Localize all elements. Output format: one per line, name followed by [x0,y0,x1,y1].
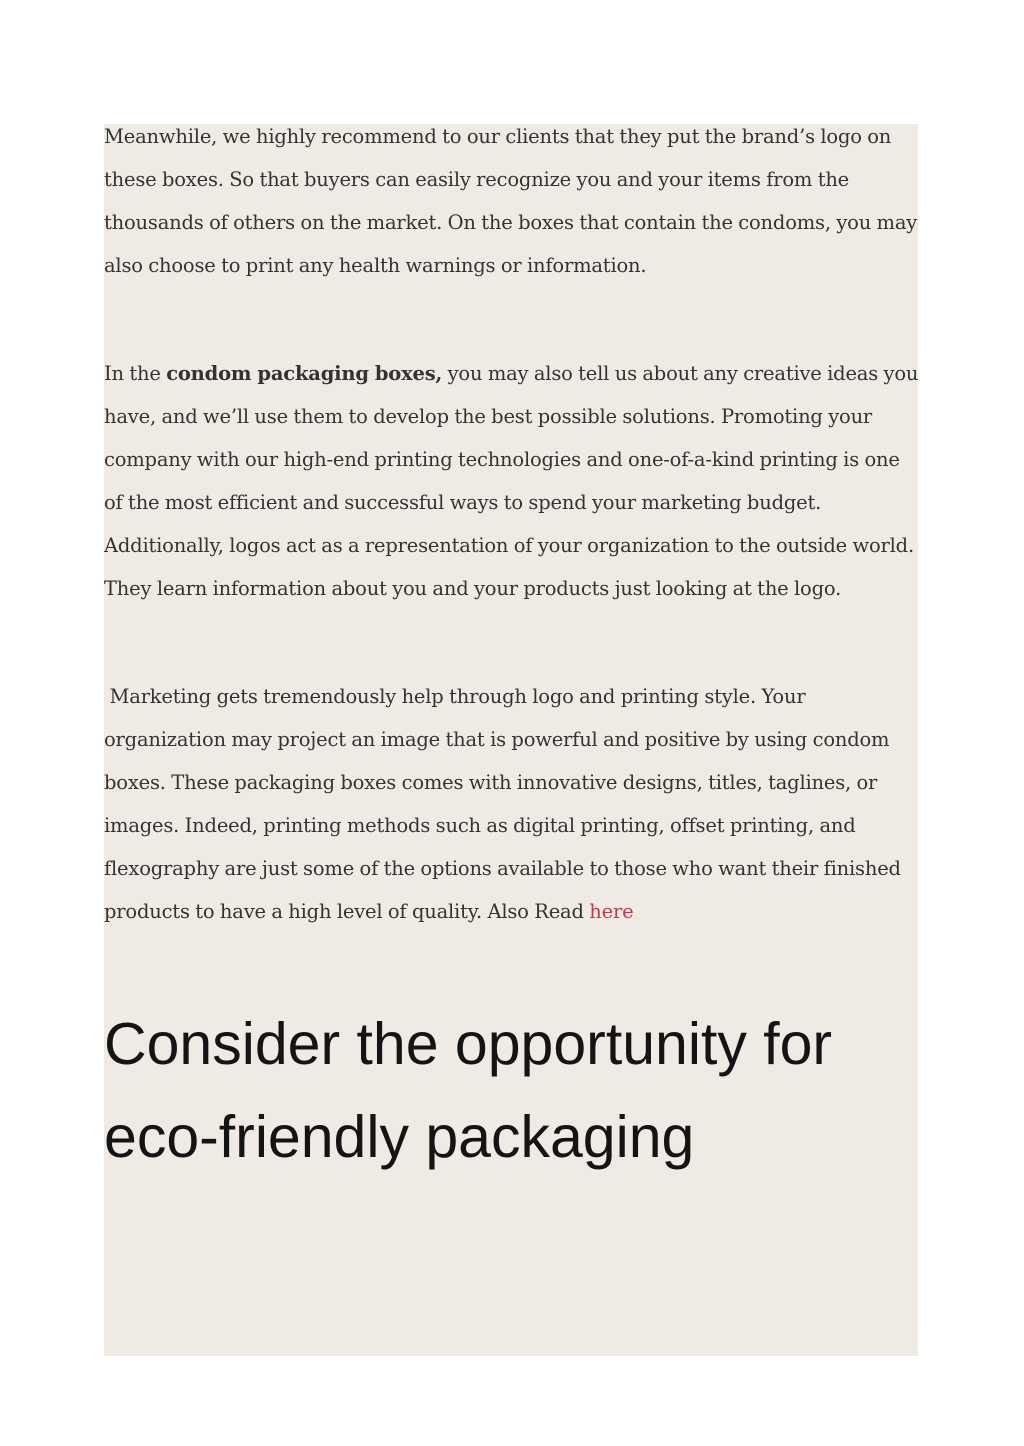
text-line: organization may project an image that is powerful and positive by using condom [104,728,890,751]
text-line: Meanwhile, we highly recommend to our clients that they put the brand’s logo on [104,125,892,148]
read-more-link[interactable]: here [589,900,634,923]
text-rest: you may also tell us about any creative ideas you [442,362,919,385]
paragraph-creative-ideas [104,352,918,610]
section-heading [104,998,918,1184]
bold-keyword: condom packaging boxes, [166,362,443,385]
text-lead: In the [104,362,167,385]
text-line: images. Indeed, printing methods such as digital printing, offset printing, and [104,814,856,837]
heading-line: Consider the opportunity for [104,1011,833,1077]
text-line: also choose to print any health warnings or information. [104,254,647,277]
text-line: of the most efficient and successful ways to spend your marketing budget. [104,491,822,514]
heading-line: eco-friendly packaging [104,1104,695,1170]
text-line: boxes. These packaging boxes comes with innovative designs, titles, taglines, or [104,771,878,794]
text-line: Marketing gets tremendously help through logo and printing style. Your [104,685,806,708]
paragraph-logo-recommendation [104,115,918,287]
text-line: flexography are just some of the options available to those who want their finished [104,857,901,880]
paragraph-marketing [104,675,918,933]
text-line: thousands of others on the market. On the boxes that contain the condoms, you may [104,211,918,234]
text-line: Additionally, logos act as a representation of your organization to the outside world. [104,534,914,557]
text-line: these boxes. So that buyers can easily recognize you and your items from the [104,168,850,191]
text-line: They learn information about you and your products just looking at the logo. [104,577,842,600]
text-line [104,352,918,395]
text-line: have, and we’ll use them to develop the best possible solutions. Promoting your [104,405,873,428]
text-line [104,890,918,933]
text-last: products to have a high level of quality. Also Read [104,900,590,923]
text-line: company with our high-end printing technologies and one-of-a-kind printing is one [104,448,900,471]
